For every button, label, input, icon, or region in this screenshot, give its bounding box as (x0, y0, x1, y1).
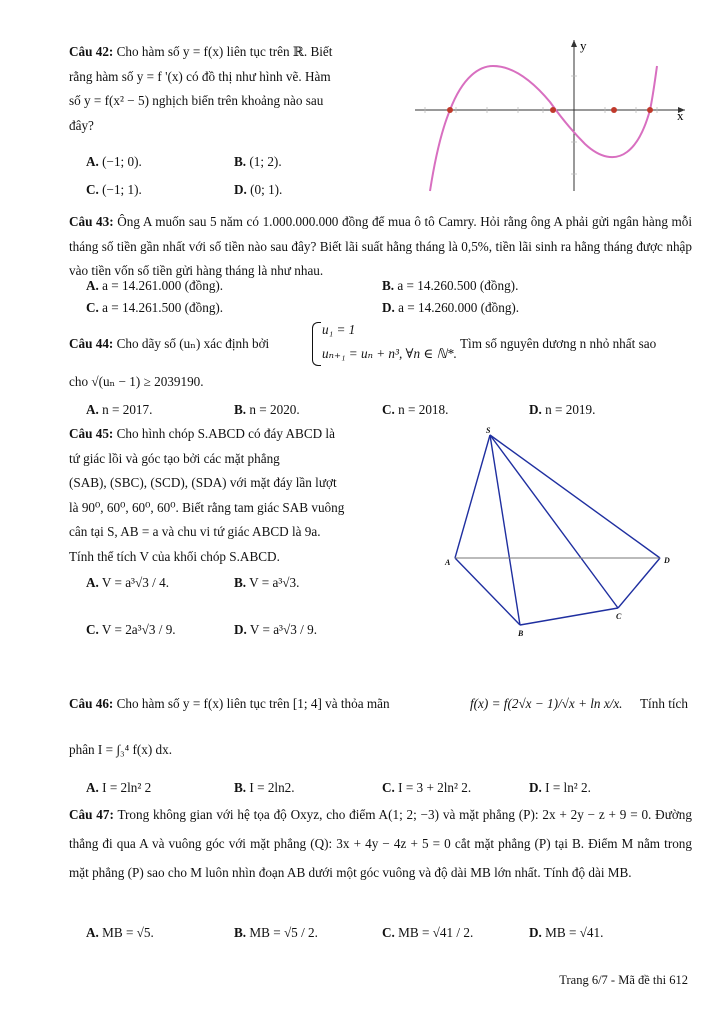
q45-pyramid-figure (440, 425, 680, 640)
q42-line-1: Cho hàm số y = f(x) liên tục trên ℝ. Biết (116, 44, 333, 59)
q46-option-a[interactable]: A. I = 2ln² 2 (86, 780, 152, 795)
q45-line-1: Cho hình chóp S.ABCD có đáy ABCD là (116, 426, 335, 441)
q44-line-1 (69, 336, 269, 352)
edge-bc (520, 608, 618, 625)
q43-option-d[interactable]: D. a = 14.260.000 (đồng). (382, 300, 520, 315)
q42-label: Câu 42: (69, 44, 114, 59)
x-axis-label: x (677, 108, 684, 123)
question-43 (69, 210, 692, 284)
q46-label: Câu 46: (69, 696, 114, 711)
edge-sa (455, 435, 490, 558)
q42-option-c[interactable]: C. (−1; 1). (86, 182, 142, 197)
q46-text-before: Cho hàm số y = f(x) liên tục trên [1; 4] và thỏa mãn (116, 696, 390, 711)
vertex-s-label: S (486, 426, 491, 435)
q43-text: Ông A muốn sau 5 năm có 1.000.000.000 đồng để mua ô tô Camry. Hỏi rằng ông A phải gửi ngân hàng mỗi tháng số tiền gần nhất với số tiền nào sau đây? Biết lãi suất hằng tháng là 0,5%, tiền lãi sinh ra hằng tháng được nhập vào tiền vốn số tiền gửi hàng tháng là như nhau. (69, 214, 693, 278)
q42-line-3: số y = f(x² − 5) nghịch biến trên khoảng nào sau (69, 93, 324, 108)
q44-system-line-2: uₙ₊₁ = uₙ + n³, ∀n ∈ ℕ*. (322, 346, 457, 361)
q47-text: Trong không gian với hệ tọa độ Oxyz, cho điểm A(1; 2; −3) và mặt phẳng (P): 2x + 2y − z + 9 = 0. Đường thẳng đi qua A và vuông góc với mặt phẳng (Q): 3x + 4y − 4z + 5 = 0 cắt mặt phẳng (P) tại B. Điểm M nằm trong mặt phẳng (P) sao cho M luôn nhìn đoạn AB dưới một góc vuông và độ dài MB lớn nhất. Tính độ dài MB. (69, 807, 692, 880)
q47-option-b[interactable]: B. MB = √5 / 2. (234, 925, 318, 940)
q45-option-a[interactable]: A. V = a³√3 / 4. (86, 575, 169, 590)
edge-ab (455, 558, 520, 625)
q44-text-after: Tìm số nguyên dương n nhỏ nhất sao (460, 336, 657, 351)
q44-option-d[interactable]: D. n = 2019. (529, 402, 596, 417)
q46-option-c[interactable]: C. I = 3 + 2ln² 2. (382, 780, 472, 795)
edge-sc (490, 435, 618, 608)
q47-option-a[interactable]: A. MB = √5. (86, 925, 154, 940)
q42-option-d[interactable]: D. (0; 1). (234, 182, 283, 197)
q46-option-b[interactable]: B. I = 2ln2. (234, 780, 295, 795)
page-footer: Trang 6/7 - Mã đề thi 612 (559, 973, 688, 987)
q42-line-4: đây? (69, 117, 94, 133)
q44-system-brace (312, 322, 321, 366)
y-axis-arrow-icon (571, 40, 577, 47)
q45-option-b[interactable]: B. V = a³√3. (234, 575, 300, 590)
q44-option-a[interactable]: A. n = 2017. (86, 402, 153, 417)
q46-line-1 (69, 696, 390, 712)
q45-line-5: cân tại S, AB = a và chu vi tứ giác ABCD là 9a. (69, 524, 321, 539)
vertex-a-label: A (445, 558, 451, 567)
edge-sb (490, 435, 520, 625)
q45-option-c[interactable]: C. V = 2a³√3 / 9. (86, 622, 176, 637)
q45-line-6: Tính thể tích V của khối chóp S.ABCD. (69, 548, 280, 564)
derivative-curve (430, 66, 657, 191)
q44-line-2: cho √(uₙ − 1) ≥ 2039190. (69, 374, 204, 389)
q45-line-4: là 90⁰, 60⁰, 60⁰, 60⁰. Biết rằng tam giác SAB vuông (69, 499, 345, 515)
q45-option-d[interactable]: D. V = a³√3 / 9. (234, 622, 317, 637)
q45-text (69, 422, 389, 569)
q47-option-c[interactable]: C. MB = √41 / 2. (382, 925, 474, 940)
q43-option-a[interactable]: A. a = 14.261.000 (đồng). (86, 278, 224, 293)
q44-system-line-1: u₁ = 1 (322, 322, 356, 337)
y-axis-label: y (580, 38, 587, 53)
vertex-b-label: B (518, 629, 524, 638)
q46-text-after: Tính tích (640, 696, 688, 711)
q46-line-2: phân I = ∫₃⁴ f(x) dx. (69, 742, 173, 757)
q47-label: Câu 47: (69, 807, 114, 822)
q46-option-d[interactable]: D. I = ln² 2. (529, 780, 591, 795)
q44-text-before: Cho dãy số (uₙ) xác định bởi (116, 336, 270, 351)
edge-sd (490, 435, 660, 558)
vertex-d-label: D (664, 556, 670, 565)
q42-option-b[interactable]: B. (1; 2). (234, 154, 282, 169)
q45-label: Câu 45: (69, 426, 114, 441)
q42-derivative-graph (395, 36, 695, 196)
q45-line-2: tứ giác lồi và góc tạo bởi các mặt phẳng (69, 450, 280, 466)
q42-line-2: rằng hàm số y = f '(x) có đồ thị như hình vẽ. Hàm (69, 68, 331, 84)
edge-cd (618, 558, 660, 608)
q42-text (69, 40, 384, 138)
q44-option-c[interactable]: C. n = 2018. (382, 402, 449, 417)
q45-line-3: (SAB), (SBC), (SCD), (SDA) với mặt đáy lần lượt (69, 475, 337, 490)
q44-label: Câu 44: (69, 336, 114, 351)
q44-option-b[interactable]: B. n = 2020. (234, 402, 300, 417)
q43-label: Câu 43: (69, 214, 114, 229)
question-47 (69, 800, 692, 887)
q43-option-b[interactable]: B. a = 14.260.500 (đồng). (382, 278, 519, 293)
q42-option-a[interactable]: A. (−1; 0). (86, 154, 142, 169)
q47-option-d[interactable]: D. MB = √41. (529, 925, 604, 940)
q43-option-c[interactable]: C. a = 14.261.500 (đồng). (86, 300, 224, 315)
vertex-c-label: C (616, 612, 622, 621)
q46-formula: f(x) = f(2√x − 1)/√x + ln x/x. (470, 696, 623, 711)
